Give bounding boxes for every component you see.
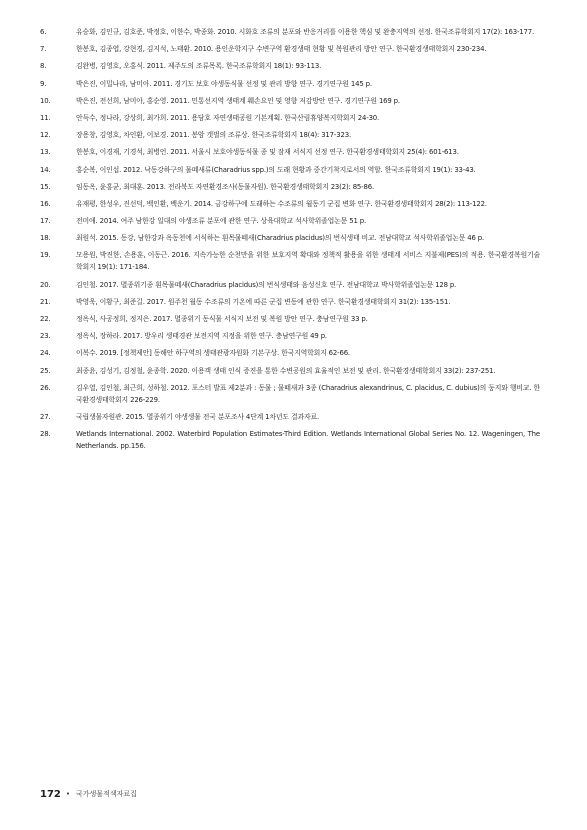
reference-item (40, 43, 540, 55)
reference-item (40, 112, 540, 124)
footer-separator: • (65, 790, 71, 798)
reference-item (40, 26, 540, 38)
page-footer (40, 788, 137, 800)
reference-text: 홍순복, 이인섭. 2012. 낙동강하구의 물떼새류(Charadrius spp.)의 도래 현황과 중간기착지로서의 역할. 한국조류학회지 19(1): 33-43. (76, 165, 476, 174)
reference-number: 7. (40, 45, 47, 54)
reference-list (40, 26, 540, 457)
reference-number: 8. (40, 62, 47, 71)
reference-text: 임동옥, 윤홍균, 최대훈. 2013. 전라북도 자연환경조사(동물자원). 한국환경생태학회지 23(2): 85-86. (76, 182, 375, 191)
reference-number: 28. (40, 430, 51, 439)
reference-number: 13. (40, 148, 51, 157)
reference-number: 10. (40, 96, 51, 105)
reference-item (40, 215, 540, 227)
reference-number: 6. (40, 28, 47, 36)
reference-item (40, 428, 540, 452)
reference-item (40, 232, 540, 244)
reference-item (40, 249, 540, 273)
reference-text: 유재평, 한성우, 진선덕, 백인환, 백운기. 2014. 금강하구에 도래하는 수조류의 월동기 군집 변화 연구. 한국환경생태학회지 28(2): 113-122. (76, 199, 487, 208)
reference-text: 김우열, 김인철, 최근희, 성하철. 2012. 포스터 발표 제2분과 : 동물 ; 물떼새과 3종 (Charadrius alexandrinus, C. placidus, C. dubius)의 둥지와 행비교. 한국환경생태학회지 226-229. (76, 383, 540, 404)
reference-item (40, 146, 540, 158)
reference-item (40, 382, 540, 406)
reference-item (40, 330, 540, 342)
reference-number: 16. (40, 199, 51, 208)
reference-number: 25. (40, 366, 51, 375)
reference-text: 장용창, 김영호, 차인환, 이보경. 2011. 봉암 갯벌의 조류상. 한국조류학회지 18(4): 317-323. (76, 131, 351, 140)
reference-item (40, 198, 540, 210)
reference-text: 김완병, 김영호, 오홍식. 2011. 제주도의 조류목록. 한국조류학회지 18(1): 93-113. (76, 62, 322, 71)
reference-text: 최종윤, 김성기, 김정철, 윤종학. 2020. 이용객 생태 인식 증진을 통한 수변공원의 효율적인 보전 및 관리. 한국환경생태학회지 33(2): 237-251. (76, 366, 496, 375)
reference-text: Wetlands International. 2002. Waterbird Population Estimates-Third Edition. Wetlands International Global Series No. 12. Wageningen, The Netherlands. pp.156. (76, 430, 540, 451)
reference-number: 27. (40, 412, 51, 421)
reference-number: 17. (40, 217, 51, 226)
reference-text: 한봉호, 김종엽, 강현경, 김지석, 노태환. 2010. 용인운학지구 수변구역 환경생태 현황 및 복원관리 방안 연구. 한국환경생태학회지 230-234. (76, 45, 487, 54)
book-title: 국가생물적색자료집 (76, 790, 137, 798)
reference-item (40, 95, 540, 107)
reference-text: 박은진, 이밀나라, 남미아. 2011. 경기도 보호 야생동식물 선정 및 관리 방향 연구. 경기연구원 145 p. (76, 79, 372, 88)
reference-item (40, 296, 540, 308)
reference-number: 19. (40, 251, 51, 260)
reference-number: 18. (40, 234, 51, 243)
reference-text: 정옥식, 장하라. 2017. 방우리 생태경관 보전지역 지정을 위한 연구. 충남연구원 49 p. (76, 332, 327, 341)
reference-number: 12. (40, 131, 51, 140)
reference-text: 최원석. 2015. 동강, 남한강과 옥동천에 서식하는 흰목물떼새(Charadrius placidus)의 번식생태 비교. 전남대학교 석사학위졸업논문 46 p. (76, 234, 485, 243)
reference-text: 유승화, 김인규, 김호준, 박정호, 이한수, 박종화. 2010. 시화호 조류의 분포와 반응거리를 이용한 핵심 및 완충지역의 선정. 한국조류학회지 17(2): 163-177. (76, 28, 535, 36)
reference-number: 20. (40, 280, 51, 289)
reference-text: 모용원, 박진한, 손용훈, 이동근. 2016. 지속가능한 순천만을 위한 보호지역 확대와 정책적 활용을 위한 생태계 서비스 지불제(PES)의 적용. 한국환경복원기술학회지 19(1): 171-184. (76, 251, 540, 272)
reference-item (40, 164, 540, 176)
reference-item (40, 129, 540, 141)
page-number: 172 (40, 788, 61, 800)
reference-text: 정옥식, 사공정희, 정지은. 2017. 멸종위기 동식물 서식지 보전 및 복원 방안 연구. 충남연구원 33 p. (76, 315, 368, 323)
reference-number: 21. (40, 297, 51, 306)
reference-text: 한봉호, 이경재, 기경석, 최병언. 2011. 서울시 보호야생동식물 종 및 잠재 서식지 선정 연구. 한국환경생태학회지 25(4): 601-613. (76, 148, 459, 157)
reference-text: 김인철. 2017. 멸종위기종 흰목물떼새(Charadrius placidus)의 번식생태와 음성신호 연구. 전남대학교 박사학위졸업논문 128 p. (76, 280, 457, 289)
reference-number: 15. (40, 182, 51, 191)
reference-text: 안득수, 정나라, 강상희, 최가희. 2011. 용담호 자연생태공원 기본계획. 한국산림휴양복지학회지 24-30. (76, 113, 380, 122)
reference-item (40, 279, 540, 291)
reference-text: 국립생물자원관. 2015. 멸종위기 야생생물 전국 분포조사 4단계 1차년도 결과자료. (76, 412, 320, 421)
reference-number: 9. (40, 79, 47, 88)
reference-number: 14. (40, 165, 51, 174)
reference-item (40, 365, 540, 377)
reference-text: 전미애. 2014. 여주 남한강 일대의 야생조류 분포에 관한 연구. 상육대학교 석사학위졸업논문 51 p. (76, 217, 366, 226)
reference-text: 박은진, 전선희, 남미아, 홍순영. 2011. 민통선지역 생태계 훼손요인 및 영향 저감방안 연구. 경기연구원 169 p. (76, 96, 400, 105)
reference-item (40, 411, 540, 423)
reference-item (40, 60, 540, 72)
reference-number: 11. (40, 113, 51, 122)
reference-item (40, 347, 540, 359)
reference-number: 23. (40, 332, 51, 341)
reference-item (40, 313, 540, 325)
reference-item (40, 78, 540, 90)
reference-text: 이복수. 2019. [정책제안] 동해안 하구역의 생태관광자원화 기본구상. 한국지역학회지 62-66. (76, 349, 350, 358)
reference-number: 24. (40, 349, 51, 358)
reference-number: 26. (40, 383, 51, 392)
reference-text: 박영욱, 이황구, 최준길. 2017. 원주천 월동 수조류의 기온에 따른 군집 변동에 관한 연구. 한국환경생태학회지 31(2): 135-151. (76, 297, 451, 306)
reference-item (40, 181, 540, 193)
reference-number: 22. (40, 315, 51, 323)
